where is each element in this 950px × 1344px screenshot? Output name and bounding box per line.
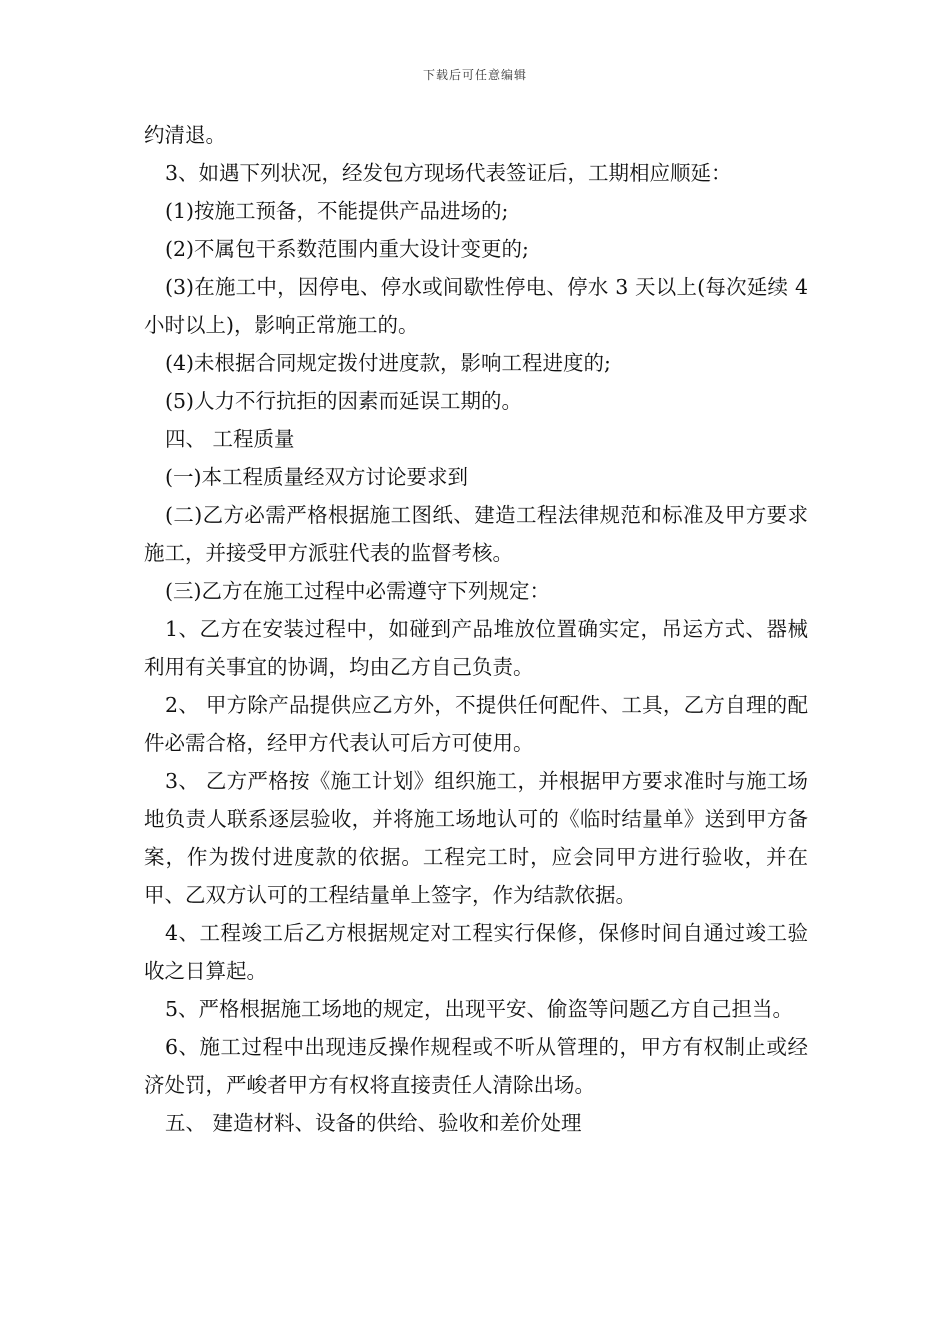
paragraph: (3)在施工中，因停电、停水或间歇性停电、停水 3 天以上(每次延续 4 小时以上)，影响正常施工的。 xyxy=(144,275,808,337)
paragraph: 5、严格根据施工场地的规定，出现平安、偷盗等问题乙方自己担当。 xyxy=(165,997,794,1021)
paragraph: 4、工程竣工后乙方根据规定对工程实行保修，保修时间自通过竣工验收之日算起。 xyxy=(144,921,808,983)
paragraph: 3、如遇下列状况，经发包方现场代表签证后，工期相应顺延： xyxy=(165,161,732,185)
paragraph: 1、乙方在安装过程中，如碰到产品堆放位置确实定，吊运方式、器械利用有关事宜的协调，均由乙方自己负责。 xyxy=(144,617,808,679)
page-header: 下载后可任意编辑 xyxy=(422,68,527,82)
section-heading: 四、 工程质量 xyxy=(165,427,295,451)
paragraph: (1)按施工预备，不能提供产品进场的; xyxy=(165,199,509,223)
paragraph: 3、 乙方严格按《施工计划》组织施工，并根据甲方要求准时与施工场地负责人联系逐层验收，并将施工场地认可的《临时结量单》送到甲方备案，作为拨付进度款的依据。工程完工时，应会同甲方进行验收，并在甲、乙双方认可的工程结量单上签字，作为结款依据。 xyxy=(144,769,808,907)
paragraph: (2)不属包干系数范围内重大设计变更的; xyxy=(165,237,529,261)
paragraph: (二)乙方必需严格根据施工图纸、建造工程法律规范和标准及甲方要求施工，并接受甲方派驻代表的监督考核。 xyxy=(144,503,808,565)
paragraph: (一)本工程质量经双方讨论要求到 xyxy=(165,465,468,489)
paragraph: (三)乙方在施工过程中必需遵守下列规定： xyxy=(165,579,550,603)
paragraph: 2、 甲方除产品提供应乙方外，不提供任何配件、工具，乙方自理的配件必需合格，经甲方代表认可后方可使用。 xyxy=(144,693,808,755)
paragraph: (4)未根据合同规定拨付进度款，影响工程进度的; xyxy=(165,351,611,375)
section-heading: 五、 建造材料、设备的供给、验收和差价处理 xyxy=(165,1111,582,1135)
paragraph: (5)人力不行抗拒的因素而延误工期的。 xyxy=(165,389,523,413)
paragraph: 约清退。 xyxy=(144,123,226,147)
document-body xyxy=(144,116,808,1142)
paragraph: 6、施工过程中出现违反操作规程或不听从管理的，甲方有权制止或经济处罚，严峻者甲方有权将直接责任人清除出场。 xyxy=(144,1035,808,1097)
